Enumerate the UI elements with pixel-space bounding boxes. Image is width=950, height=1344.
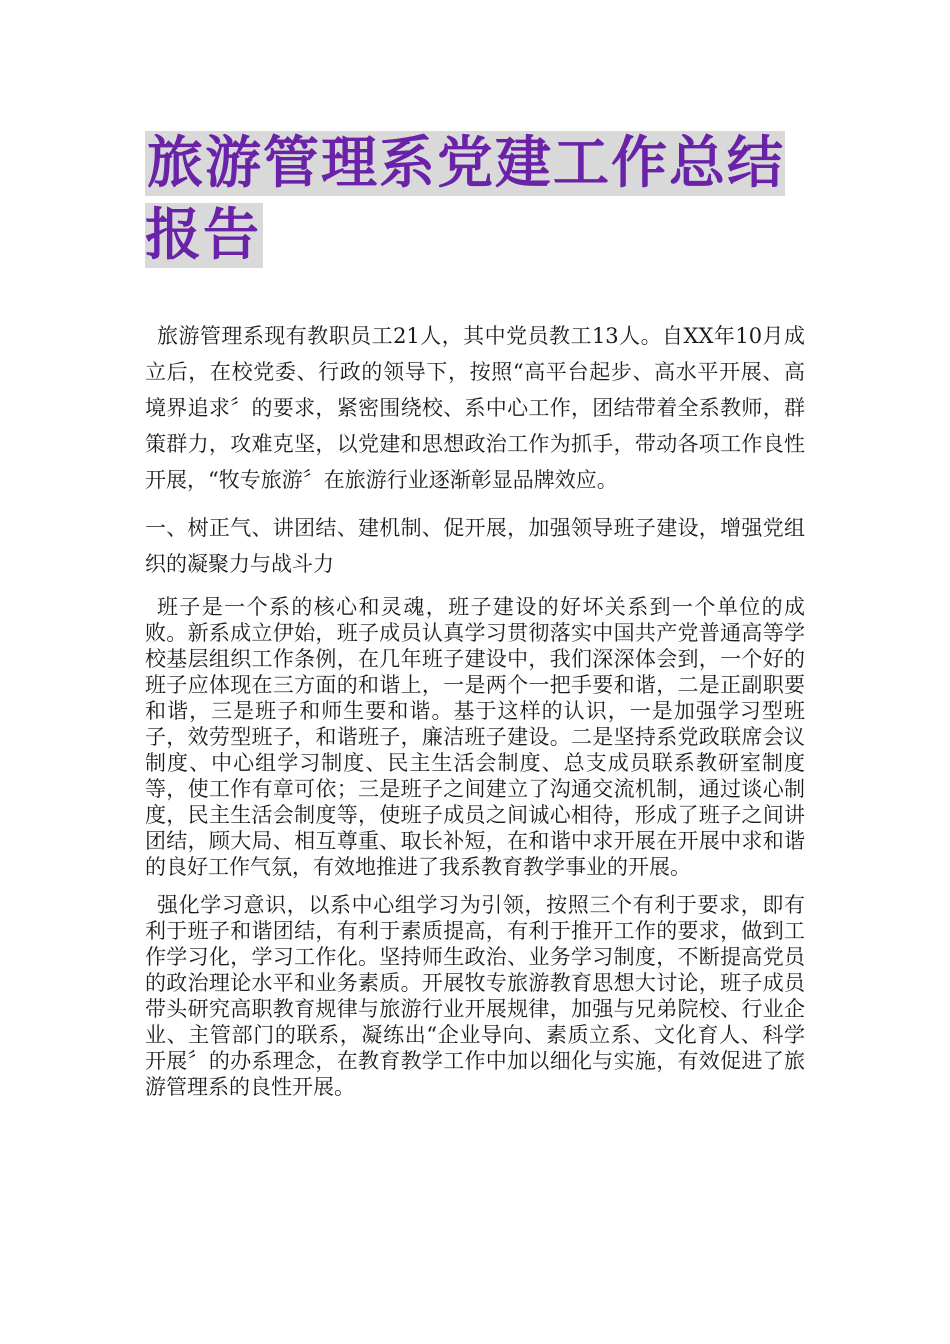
- document-title-text: 旅游管理系党建工作总结报告: [145, 131, 785, 268]
- body-paragraph: 班子是一个系的核心和灵魂，班子建设的好坏关系到一个单位的成败。新系成立伊始，班子成员认真学习贯彻落实中国共产党普通高等学校基层组织工作条例，在几年班子建设中，我们深深体会到，一个好的班子应体现在三方面的和谐上，一是两个一把手要和谐，二是正副职要和谐，三是班子和师生要和谐。基于这样的认识，一是加强学习型班子，效劳型班子，和谐班子，廉洁班子建设。二是坚持系党政联席会议制度、中心组学习制度、民主生活会制度、总支成员联系教研室制度等，使工作有章可依；三是班子之间建立了沟通交流机制，通过谈心制度，民主生活会制度等，使班子成员之间诚心相待，形成了班子之间讲团结，顾大局、相互尊重、取长补短，在和谐中求开展在开展中求和谐的良好工作气氛，有效地推进了我系教育教学事业的开展。: [145, 595, 805, 879]
- intro-paragraph: 旅游管理系现有教职员工21人，其中党员教工13人。自XX年10月成立后，在校党委、行政的领导下，按照“高平台起步、高水平开展、高境界追求〞的要求，紧密围绕校、系中心工作，团结带着全系教师，群策群力，攻难克坚，以党建和思想政治工作为抓手，带动各项工作良性开展，“牧专旅游〞在旅游行业逐渐彰显品牌效应。: [145, 324, 805, 492]
- section-heading: 一、树正气、讲团结、建机制、促开展，加强领导班子建设，增强党组织的凝聚力与战斗力: [145, 516, 805, 576]
- document-body: [145, 318, 805, 1100]
- body-paragraph: 强化学习意识，以系中心组学习为引领，按照三个有利于要求，即有利于班子和谐团结，有利于素质提高，有利于推开工作的要求，做到工作学习化，学习工作化。坚持师生政治、业务学习制度，不断提高党员的政治理论水平和业务素质。开展牧专旅游教育思想大讨论，班子成员带头研究高职教育规律与旅游行业开展规律，加强与兄弟院校、行业企业、主管部门的联系，凝练出“企业导向、素质立系、文化育人、科学开展〞的办系理念，在教育教学工作中加以细化与实施，有效促进了旅游管理系的良性开展。: [145, 893, 805, 1099]
- document-title: [145, 128, 825, 272]
